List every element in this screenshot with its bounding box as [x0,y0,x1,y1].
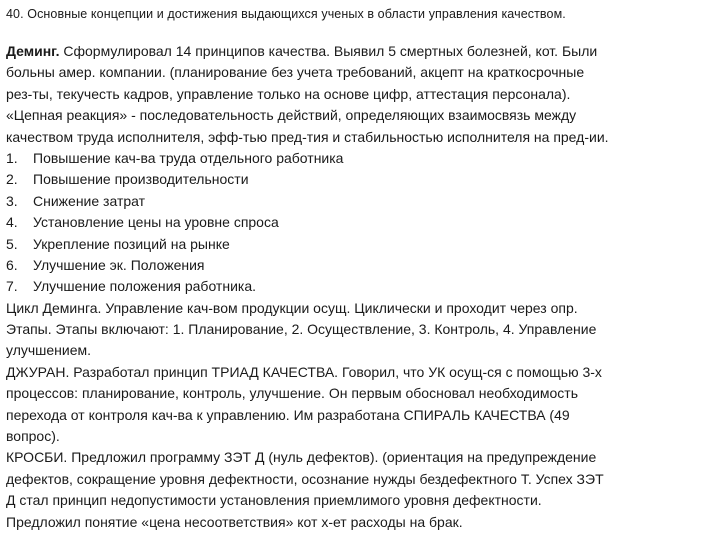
chain-item-3 [6,191,718,212]
crosby-line-4: Предложил понятие «цена несоответствия» кот х-ет расходы на брак. [6,513,463,530]
chain-item-number: 4. [6,214,18,231]
chain-item-2 [6,169,718,190]
chain-item-1 [6,148,718,169]
deming-line-3: рез-ты, текучесть кадров, управление только на основе цифр, аттестация персонала). [6,85,571,102]
chain-item-number: 3. [6,192,18,209]
chain-item-text: Повышение кач-ва труда отдельного работника [33,149,344,166]
juran-line-4: вопрос). [6,428,60,445]
chain-item-number: 6. [6,256,18,273]
deming-cycle-line-2: Этапы. Этапы включают: 1. Планирование, 2. Осуществление, 3. Контроль, 4. Управление [6,321,597,338]
chain-item-text: Снижение затрат [33,192,146,209]
juran-line-2: процессов: планирование, контроль, улучшение. Он первым обосновал необходимость [6,385,579,402]
deming-line-4: «Цепная реакция» - последовательность действий, определяющих взаимосвязь между [6,107,577,124]
chain-item-text: Установление цены на уровне спроса [33,214,279,231]
chain-item-number: 5. [6,235,18,252]
chain-item-text: Повышение производительности [33,171,249,188]
chain-item-5 [6,234,718,255]
juran-line-1: ДЖУРАН. Разработал принцип ТРИАД КАЧЕСТВА. Говорил, что УК осущ-ся с помощью 3-х [6,363,602,380]
document-body [6,41,718,533]
chain-item-6 [6,255,718,276]
deming-line-1-text: Сформулировал 14 принципов качества. Выявил 5 смертных болезней, кот. Были [59,43,598,59]
deming-line-2: больны амер. компании. (планирование без учета требований, акцепт на краткосрочные [6,64,585,81]
document-heading: 40. Основные концепции и достижения выдающихся ученых в области управления качеством. [6,7,566,21]
chain-item-number: 7. [6,278,18,295]
deming-line-1 [6,41,718,62]
juran-line-3: перехода от контроля кач-ва к управлению. Им разработана СПИРАЛЬ КАЧЕСТВА (49 [6,406,570,423]
chain-item-text: Укрепление позиций на рынке [33,235,230,252]
chain-item-text: Улучшение эк. Положения [33,256,205,273]
crosby-line-2: дефектов, сокращение уровня дефектности, осознание нужды бездефектного Т. Успех ЗЭТ [6,470,604,487]
deming-cycle-line-3: улучшением. [6,342,92,359]
chain-item-text: Улучшение положения работника. [33,278,256,295]
deming-name: Деминг. [6,43,60,59]
chain-item-7 [6,276,718,297]
crosby-line-3: Д стал принцип недопустимости установления приемлимого уровня дефектности. [6,492,542,509]
chain-item-number: 1. [6,149,18,166]
chain-item-4 [6,212,718,233]
crosby-line-1: КРОСБИ. Предложил программу ЗЭТ Д (нуль дефектов). (ориентация на предупреждение [6,449,597,466]
deming-line-5: качеством труда исполнителя, эфф-тью пред-тия и стабильностью исполнителя на пред-ии. [6,128,609,145]
deming-cycle-line-1: Цикл Деминга. Управление кач-вом продукции осущ. Циклически и проходит через опр. [6,299,578,316]
chain-item-number: 2. [6,171,18,188]
